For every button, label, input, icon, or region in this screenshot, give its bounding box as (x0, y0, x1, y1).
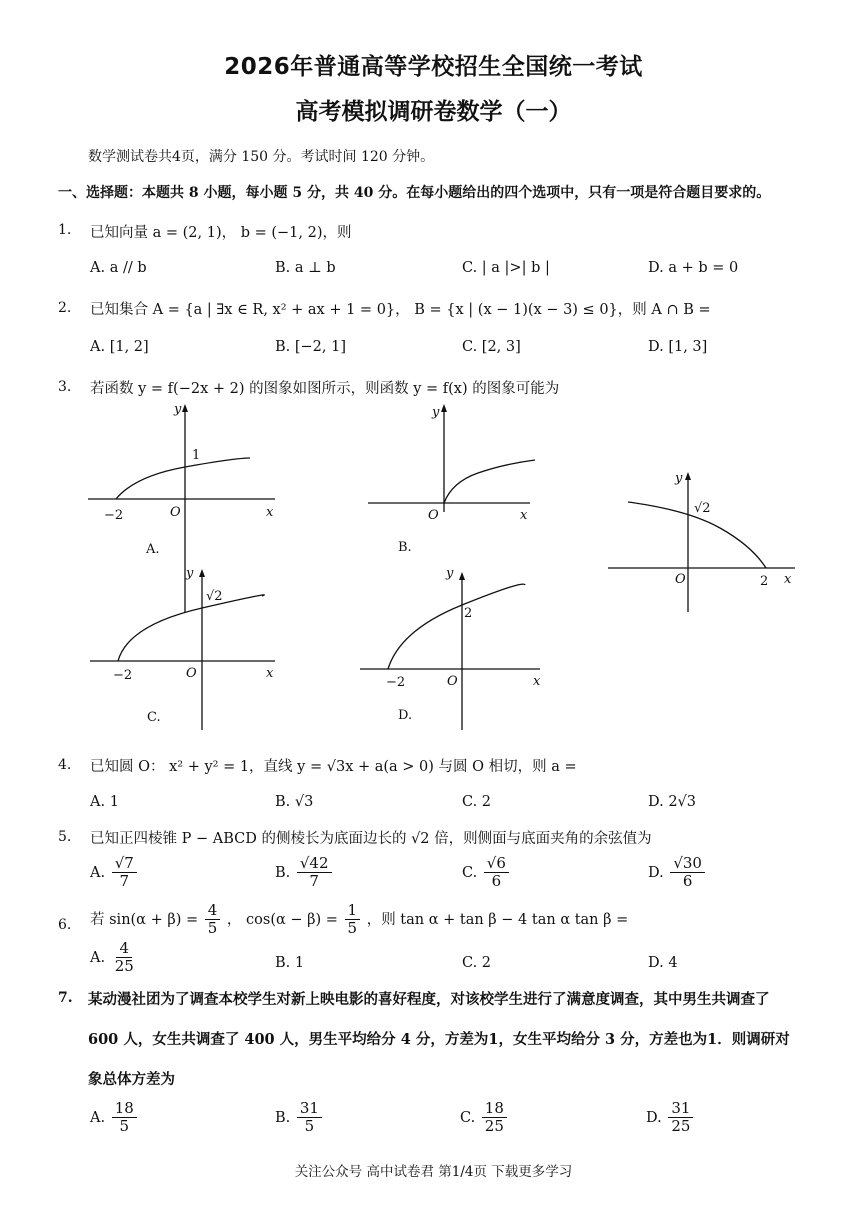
option-a: A. a // b (90, 260, 147, 276)
option-label: D. (648, 864, 664, 881)
section-heading: 一、选择题：本题共 8 小题，每小题 5 分，共 40 分。在每小题给出的四个选项中，只有一项是符合题目要求的。 (58, 185, 771, 201)
curve-a (116, 458, 250, 499)
option-label: B. (275, 1109, 291, 1126)
denominator: 5 (207, 919, 218, 938)
fraction (345, 902, 361, 938)
numerator: 4 (116, 940, 132, 958)
numerator: √30 (670, 855, 705, 873)
tick-label: 2 (760, 574, 769, 589)
question-number: 5. (58, 829, 72, 845)
denominator: 5 (304, 1117, 315, 1136)
denominator: 6 (491, 872, 502, 891)
fraction (112, 1100, 137, 1136)
option-label: C. (462, 864, 478, 881)
fraction (668, 1100, 693, 1136)
fraction (482, 1100, 507, 1136)
option-b: B. [−2, 1] (275, 339, 347, 355)
question-text: 已知正四棱锥 P − ABCD 的侧棱长为底面边长的 √2 倍，则侧面与底面夹角的余弦值为 (90, 831, 652, 847)
origin-label: O (428, 508, 439, 523)
numerator: 31 (668, 1100, 693, 1118)
numerator: √6 (484, 855, 509, 873)
exam-intro: 数学测试卷共4页，满分 150 分。考试时间 120 分钟。 (88, 149, 435, 165)
text-segment: 若 sin(α + β) = (90, 911, 199, 928)
arrow (685, 472, 691, 480)
option-d-label: D. (398, 708, 413, 723)
tick-label: −2 (386, 675, 406, 690)
option-c: C. 2 (462, 955, 492, 971)
axis-label-x: x (266, 666, 274, 681)
axis-label-y: y (186, 566, 194, 581)
option-b (275, 855, 334, 891)
option-b (275, 1100, 324, 1136)
text-segment: ， cos(α − β) = (226, 911, 338, 928)
option-label: A. (90, 949, 106, 966)
denominator: 25 (114, 957, 134, 976)
option-a (90, 940, 139, 976)
question-text-line-3: 象总体方差为 (88, 1071, 175, 1088)
question-number: 6. (58, 917, 72, 933)
option-c: C. | a |>| b | (462, 260, 550, 276)
denominator: 5 (119, 1117, 130, 1136)
question-text (90, 902, 628, 938)
fraction (297, 1100, 322, 1136)
fraction (484, 855, 509, 891)
arrow (459, 572, 465, 580)
question-number: 7. (58, 990, 73, 1006)
option-c (462, 855, 511, 891)
option-d: D. 4 (648, 955, 678, 971)
question-text-line-2: 600 人，女生共调查了 400 人，男生平均给分 4 分，方差为1，女生平均给分 3 分，方差也为1．则调研对 (88, 1031, 790, 1048)
exam-subtitle: 高考模拟调研卷数学（一） (295, 99, 572, 125)
question-text: 已知向量 a = (2, 1)， b = (−1, 2)，则 (90, 225, 352, 241)
option-b: B. a ⊥ b (275, 260, 336, 276)
option-d (648, 855, 707, 891)
tick-label: −2 (113, 668, 133, 683)
graph-b (368, 410, 535, 512)
option-a (90, 855, 139, 891)
origin-label: O (447, 674, 458, 689)
numerator: 4 (205, 902, 221, 920)
option-a (90, 1100, 139, 1136)
numerator: 1 (345, 902, 361, 920)
numerator: 18 (482, 1100, 507, 1118)
denominator: 25 (671, 1117, 691, 1136)
option-a: A. 1 (90, 794, 119, 810)
option-d: D. 2√3 (648, 794, 697, 810)
denominator: 7 (309, 872, 319, 891)
numerator: 18 (112, 1100, 137, 1118)
fraction (297, 855, 332, 891)
tick-label: √2 (206, 589, 223, 604)
fraction (205, 902, 221, 938)
curve-d (388, 584, 525, 669)
option-d: D. [1, 3] (648, 339, 708, 355)
exam-title: 2026年普通高等学校招生全国统一考试 (224, 54, 643, 80)
denominator: 5 (347, 919, 358, 938)
arrow (199, 569, 205, 577)
origin-label: O (170, 505, 181, 520)
option-label: A. (90, 1109, 106, 1126)
page-footer: 关注公众号 高中试卷君 第1/4页 下载更多学习 (294, 1164, 573, 1180)
numerator: 31 (297, 1100, 322, 1118)
option-d: D. a + b = 0 (648, 260, 739, 276)
axis-label-x: x (784, 572, 792, 587)
question-number: 3. (58, 379, 72, 395)
option-label: C. (460, 1109, 476, 1126)
option-label: A. (90, 864, 106, 881)
axis-label-y: y (174, 402, 182, 417)
option-c: C. [2, 3] (462, 339, 521, 355)
tick-label: 1 (192, 448, 201, 463)
origin-label: O (186, 666, 197, 681)
question-number: 1. (58, 222, 72, 238)
option-label: B. (275, 864, 291, 881)
axis-label-x: x (266, 505, 274, 520)
question-text-line-1: 某动漫社团为了调查本校学生对新上映电影的喜好程度，对该校学生进行了满意度调查，其中男生共调查了 (88, 991, 770, 1008)
question-text: 已知集合 A = {a | ∃x ∈ R, x² + ax + 1 = 0}， B = {x | (x − 1)(x − 3) ≤ 0}，则 A ∩ B = (90, 302, 711, 318)
fraction (670, 855, 705, 891)
axis-label-x: x (533, 674, 541, 689)
option-label: D. (646, 1109, 662, 1126)
arrow (182, 404, 188, 412)
denominator: 7 (119, 872, 130, 891)
question-text: 若函数 y = f(−2x + 2) 的图象如图所示，则函数 y = f(x) 的图象可能为 (90, 381, 560, 397)
option-c-label: C. (147, 710, 161, 725)
option-b: B. 1 (275, 955, 305, 971)
question-number: 2. (58, 300, 72, 316)
text-segment: ，则 tan α + tan β − 4 tan α tan β = (366, 911, 629, 928)
denominator: 6 (682, 872, 693, 891)
origin-label: O (675, 572, 686, 587)
option-c (460, 1100, 509, 1136)
fraction (112, 940, 137, 976)
tick-label: 2 (464, 606, 473, 621)
graph-c (90, 575, 275, 730)
option-c: C. 2 (462, 794, 492, 810)
axis-label-y: y (432, 405, 440, 420)
curve-c (118, 595, 264, 661)
denominator: 25 (484, 1117, 504, 1136)
numerator: √7 (112, 855, 137, 873)
option-a-label: A. (146, 542, 160, 557)
option-b: B. √3 (275, 794, 314, 810)
numerator: √42 (297, 855, 332, 873)
axis-label-y: y (675, 471, 683, 486)
axis-label-y: y (446, 566, 454, 581)
arrow (441, 404, 447, 412)
option-a: A. [1, 2] (90, 339, 149, 355)
question-number: 4. (58, 757, 72, 773)
graph-d (360, 578, 540, 730)
tick-label: −2 (104, 508, 124, 523)
option-b-label: B. (398, 540, 412, 555)
curve-b (444, 460, 535, 503)
fraction (112, 855, 137, 891)
graph-reference (608, 478, 795, 612)
question-text: 已知圆 O： x² + y² = 1，直线 y = √3x + a(a > 0) 与圆 O 相切，则 a = (90, 759, 577, 775)
tick-label: √2 (694, 501, 711, 516)
option-d (646, 1100, 695, 1136)
axis-label-x: x (520, 508, 528, 523)
